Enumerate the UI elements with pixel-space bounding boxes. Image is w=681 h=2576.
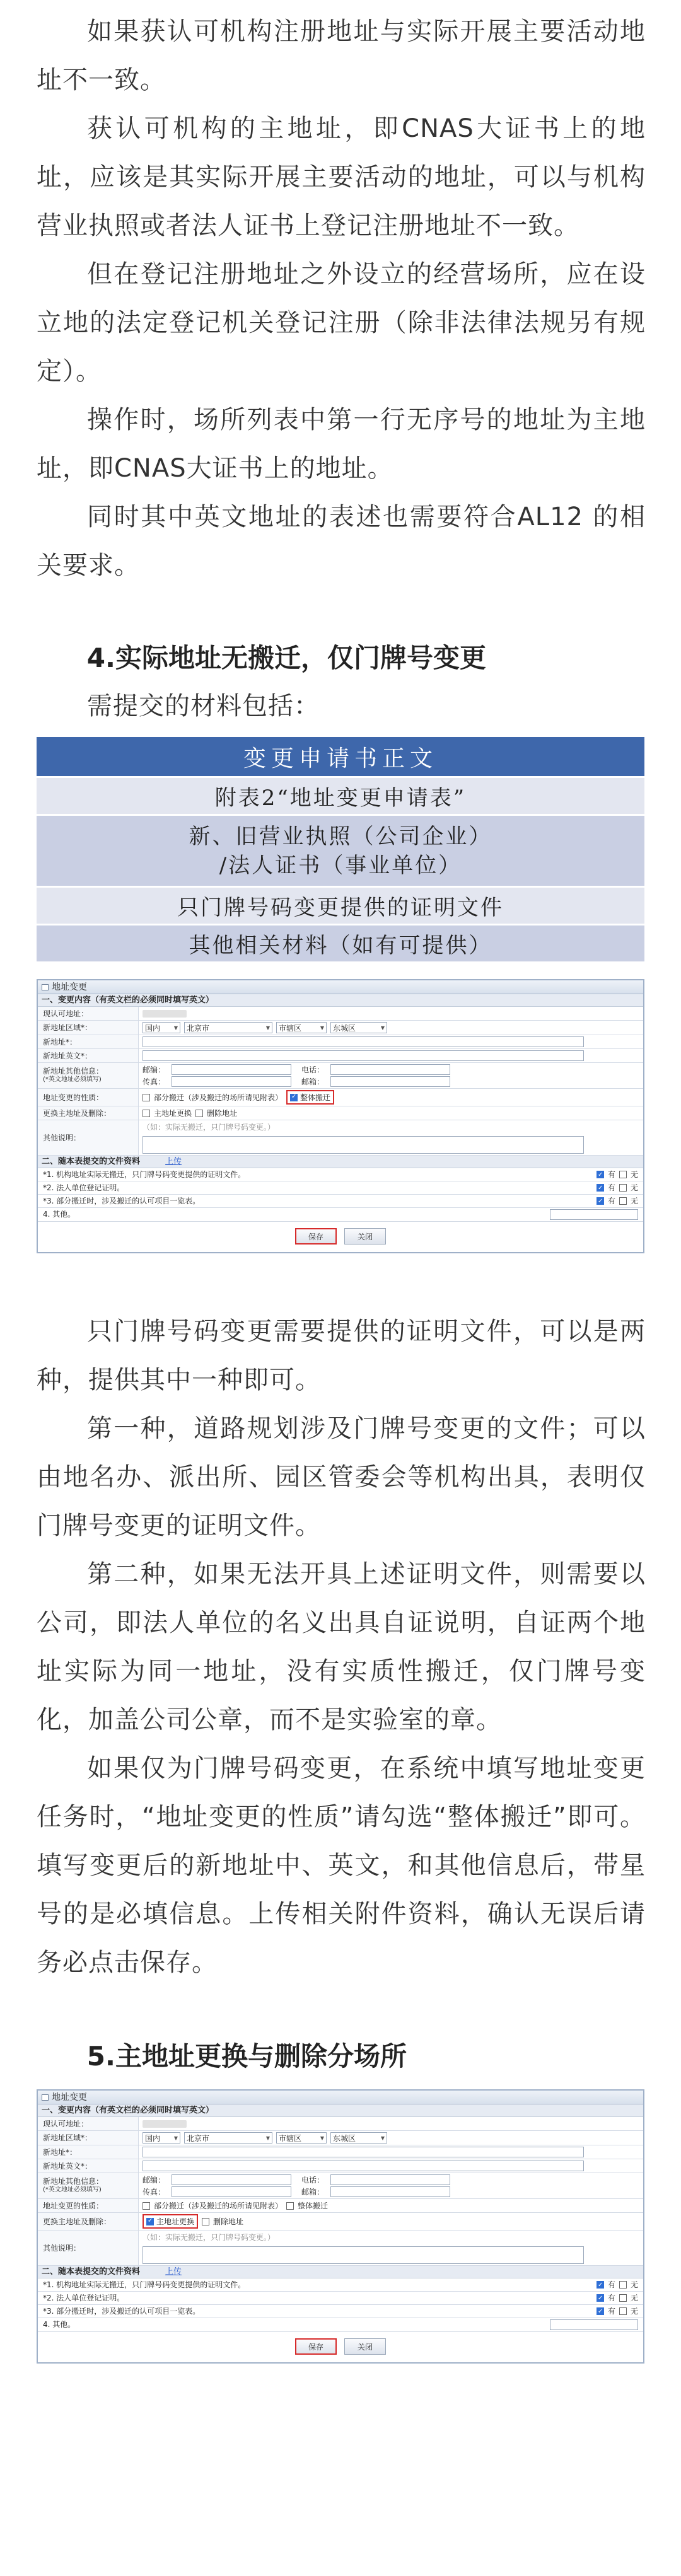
attachment-row: 4. 其他。 <box>38 2318 643 2332</box>
form-buttons <box>38 2332 643 2362</box>
none-checkbox[interactable] <box>619 1171 627 1178</box>
paragraph: 同时其中英文地址的表述也需要符合AL12 的相关要求。 <box>37 502 646 580</box>
address-change-form-main-address <box>37 2089 644 2364</box>
form-row <box>38 2117 643 2131</box>
none-checkbox[interactable] <box>619 2281 627 2289</box>
attachment-row: *3. 部分搬迁时，涉及搬迁的认可项目一览表。 ✓ 有 无 <box>38 1195 643 1208</box>
whole-move-label: 整体搬迁 <box>300 1093 331 1102</box>
fax-label: 传真： <box>143 2188 166 2196</box>
table-cell-line: /法人证书（事业单位） <box>219 852 462 878</box>
form-title-bar <box>38 2091 643 2104</box>
paragraph: 如果仅为门牌号码变更，在系统中填写地址变更任务时，“地址变更的性质”请勾选“整体搬迁”即可。填写变更后的新地址中、英文，和其他信息后，带星号的是必填信息。上传相关附件资料，确认无误后请务必点击保存。 <box>37 1754 646 1977</box>
form-row <box>38 2173 643 2199</box>
partial-move-checkbox[interactable] <box>143 2202 150 2210</box>
none-checkbox[interactable] <box>619 1197 627 1205</box>
paragraph: 但在登记注册地址之外设立的经营场所，应在设立地的法定登记机关登记注册（除非法律法规另有规定）。 <box>37 260 646 386</box>
form-row <box>38 1035 643 1049</box>
has-checkbox[interactable] <box>597 2307 604 2315</box>
form-row <box>38 1120 643 1156</box>
attachment-row: 4. 其他。 <box>38 1208 643 1222</box>
paragraph: 如果获认可机构注册地址与实际开展主要活动地址不一致。 <box>37 17 646 95</box>
other-attachment-input[interactable] <box>550 1209 638 1220</box>
area-select[interactable]: 东城区 ▼ <box>330 2132 387 2144</box>
form-title: 地址变更 <box>52 982 87 992</box>
phone-input[interactable] <box>330 2174 450 2185</box>
has-checkbox[interactable] <box>597 2281 604 2289</box>
table-header: 变更申请书正文 <box>37 737 644 776</box>
whole-move-highlight <box>286 1090 334 1105</box>
has-checkbox[interactable] <box>597 1184 604 1192</box>
form-row <box>38 2159 643 2173</box>
table-row: 只门牌号码变更提供的证明文件 <box>37 886 644 924</box>
section-attachments: 二、随本表提交的文件资料 上传 <box>38 2266 643 2278</box>
table-row <box>37 814 644 886</box>
table-row: 附表2“地址变更申请表” <box>37 776 644 814</box>
form-row <box>38 2145 643 2159</box>
new-address-en-input[interactable] <box>143 1050 584 1061</box>
fax-input[interactable] <box>172 1076 291 1087</box>
intro-text-block <box>0 0 681 590</box>
form-title: 地址变更 <box>52 2092 87 2103</box>
field-label: 新地址*： <box>38 1035 139 1048</box>
field-label: 更换主地址及删除： <box>38 1106 139 1120</box>
email-input[interactable] <box>330 2186 450 2197</box>
window-icon <box>42 2094 49 2101</box>
fax-label: 传真： <box>143 1077 166 1086</box>
form-row <box>38 2199 643 2213</box>
form-row <box>38 2213 643 2231</box>
field-label: 地址变更的性质： <box>38 1089 139 1106</box>
has-checkbox[interactable] <box>597 1197 604 1205</box>
postcode-label: 邮编： <box>143 1065 166 1074</box>
email-label: 邮箱： <box>301 2188 325 2196</box>
new-address-input[interactable] <box>143 2147 584 2157</box>
section-change-content: 一、变更内容（有英文栏的必须同时填写英文） <box>38 2104 643 2117</box>
field-label: 更换主地址及删除： <box>38 2213 139 2230</box>
delete-address-label: 删除地址 <box>207 1109 238 1118</box>
form-row <box>38 1089 643 1106</box>
new-address-input[interactable] <box>143 1036 584 1047</box>
city-select[interactable]: 北京市 ▼ <box>184 1022 272 1033</box>
field-label: 地址变更的性质： <box>38 2199 139 2212</box>
close-button[interactable]: 关闭 <box>344 2338 386 2355</box>
main-address-change-label: 主地址更换 <box>154 1109 192 1118</box>
none-checkbox[interactable] <box>619 2294 627 2302</box>
field-label: 新地址区域*： <box>38 2131 139 2145</box>
delete-address-checkbox[interactable] <box>202 2218 209 2225</box>
form-title-bar <box>38 980 643 994</box>
save-button[interactable]: 保存 <box>295 2338 337 2355</box>
field-label: 新地址其他信息： (*英文地址必须填写) <box>38 1063 139 1088</box>
email-input[interactable] <box>330 1076 450 1087</box>
whole-move-label: 整体搬迁 <box>298 2202 329 2210</box>
field-label: 现认可地址： <box>38 1007 139 1020</box>
main-address-change-checkbox[interactable] <box>146 2218 154 2225</box>
form-buttons <box>38 1222 643 1252</box>
explanation-text-block <box>0 1308 681 1987</box>
district-select[interactable]: 市辖区 ▼ <box>276 1022 327 1033</box>
fax-input[interactable] <box>172 2186 291 2197</box>
partial-move-label: 部分搬迁（涉及搬迁的场所请见附表） <box>154 1093 283 1102</box>
save-button[interactable]: 保存 <box>295 1228 337 1244</box>
has-checkbox[interactable] <box>597 2294 604 2302</box>
paragraph: 第一种，道路规划涉及门牌号变更的文件；可以由地名办、派出所、园区管委会等机构出具，表明仅门牌号变更的证明文件。 <box>37 1414 646 1540</box>
description-hint: （如：实际无搬迁，只门牌号码变更。） <box>143 1123 276 1132</box>
attachment-row: *1. 机构地址实际无搬迁，只门牌号码变更提供的证明文件。 ✓ 有 无 <box>38 1168 643 1181</box>
new-address-en-input[interactable] <box>143 2161 584 2171</box>
table-cell-line: 新、旧营业执照（公司企业） <box>189 823 492 849</box>
form-row <box>38 1007 643 1021</box>
email-label: 邮箱： <box>301 1077 325 1086</box>
form-row <box>38 1106 643 1120</box>
form-row <box>38 1049 643 1063</box>
paragraph: 只门牌号码变更需要提供的证明文件，可以是两种，提供其中一种即可。 <box>37 1317 646 1395</box>
whole-move-checkbox[interactable] <box>290 1094 298 1101</box>
none-checkbox[interactable] <box>619 1184 627 1192</box>
other-description-textarea[interactable] <box>143 1136 584 1154</box>
section-4-intro: 需提交的材料包括： <box>87 692 320 721</box>
close-button[interactable]: 关闭 <box>344 1228 386 1244</box>
form-row <box>38 2131 643 2145</box>
postcode-label: 邮编： <box>143 2176 166 2184</box>
phone-label: 电话： <box>301 1065 325 1074</box>
form-row <box>38 1021 643 1035</box>
none-checkbox[interactable] <box>619 2307 627 2315</box>
description-hint: （如：实际无搬迁，只门牌号码变更。） <box>143 2233 276 2242</box>
field-label: 新地址*： <box>38 2145 139 2159</box>
partial-move-checkbox[interactable] <box>143 1094 150 1101</box>
area-select[interactable]: 东城区 ▼ <box>330 1022 387 1033</box>
other-attachment-input[interactable] <box>550 2319 638 2330</box>
required-documents-table <box>37 737 644 961</box>
delete-address-checkbox[interactable] <box>195 1110 203 1117</box>
phone-input[interactable] <box>330 1064 450 1075</box>
window-icon <box>42 984 49 990</box>
upload-link[interactable]: 上传 <box>165 2267 182 2277</box>
main-address-change-label: 主地址更换 <box>156 2217 195 2226</box>
main-address-change-highlight <box>143 2214 198 2229</box>
attachment-row: *3. 部分搬迁时，涉及搬迁的认可项目一览表。 ✓ 有 无 <box>38 2305 643 2318</box>
upload-link[interactable]: 上传 <box>165 1157 182 1166</box>
section-change-content: 一、变更内容（有英文栏的必须同时填写英文） <box>38 994 643 1007</box>
address-change-form-whole-move <box>37 979 644 1253</box>
partial-move-label: 部分搬迁（涉及搬迁的场所请见附表） <box>154 2202 283 2210</box>
redacted-text <box>143 2120 187 2128</box>
field-label: 新地址英文*： <box>38 2159 139 2173</box>
attachment-row: *2. 法人单位登记证明。 ✓ 有 无 <box>38 2292 643 2305</box>
phone-label: 电话： <box>301 2176 325 2184</box>
postcode-input[interactable] <box>172 1064 291 1075</box>
paragraph: 第二种，如果无法开具上述证明文件，则需要以公司，即法人单位的名义出具自证说明，自证两个地址实际为同一地址，没有实质性搬迁，仅门牌号变化，加盖公司公章，而不是实验室的章。 <box>37 1560 646 1734</box>
field-label: 新地址区域*： <box>38 1021 139 1035</box>
form-row <box>38 1063 643 1089</box>
attachment-row: *1. 机构地址实际无搬迁，只门牌号码变更提供的证明文件。 ✓ 有 无 <box>38 2278 643 2292</box>
paragraph: 获认可机构的主地址，即CNAS大证书上的地址，应该是其实际开展主要活动的地址，可以与机构营业执照或者法人证书上登记注册地址不一致。 <box>37 114 646 240</box>
field-label: 新地址英文*： <box>38 1049 139 1062</box>
main-address-change-checkbox[interactable] <box>143 1110 150 1117</box>
field-label: 新地址其他信息： (*英文地址必须填写) <box>38 2173 139 2198</box>
country-select[interactable]: 国内 ▼ <box>143 1022 180 1033</box>
section-5-heading: 5.主地址更换与删除分场所 <box>86 2041 407 2072</box>
field-label: 其他说明： <box>38 1120 139 1155</box>
paragraph: 操作时，场所列表中第一行无序号的地址为主地址，即CNAS大证书上的地址。 <box>37 405 646 483</box>
table-row: 其他相关材料（如有可提供） <box>37 924 644 961</box>
whole-move-checkbox[interactable] <box>286 2202 294 2210</box>
district-select[interactable]: 市辖区 ▼ <box>276 2132 327 2144</box>
field-label: 现认可地址： <box>38 2117 139 2130</box>
form-row <box>38 2231 643 2266</box>
redacted-text <box>143 1010 187 1018</box>
has-checkbox[interactable] <box>597 1171 604 1178</box>
section-attachments: 二、随本表提交的文件资料 上传 <box>38 1156 643 1168</box>
country-select[interactable]: 国内 ▼ <box>143 2132 180 2144</box>
other-description-textarea[interactable] <box>143 2246 584 2264</box>
attachment-row: *2. 法人单位登记证明。 ✓ 有 无 <box>38 1181 643 1195</box>
section-4-heading: 4.实际地址无搬迁，仅门牌号变更 <box>86 642 486 673</box>
postcode-input[interactable] <box>172 2174 291 2185</box>
field-label: 其他说明： <box>38 2231 139 2265</box>
delete-address-label: 删除地址 <box>213 2217 244 2226</box>
city-select[interactable]: 北京市 ▼ <box>184 2132 272 2144</box>
